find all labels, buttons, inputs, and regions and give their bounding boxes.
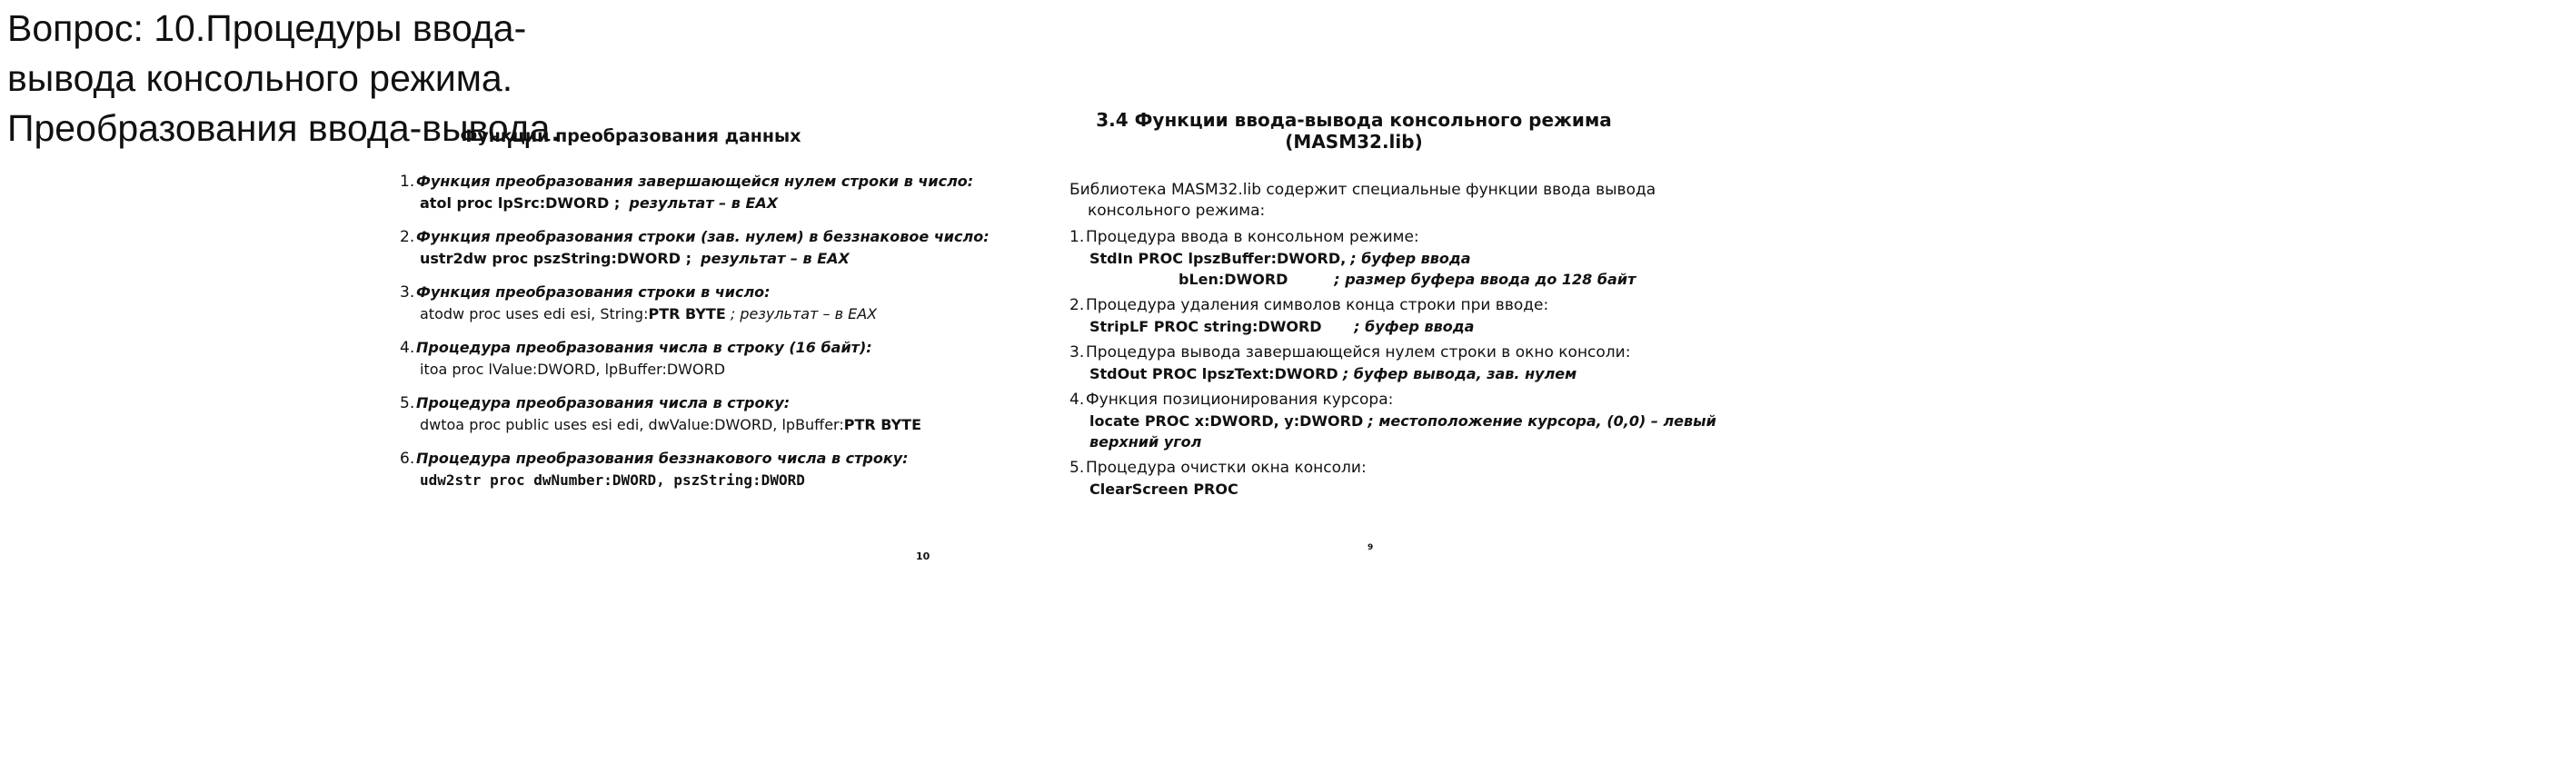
list-item — [1069, 390, 1724, 452]
slide-conversion-functions — [382, 125, 1018, 580]
code-comment: ; результат – в EAX — [730, 305, 878, 322]
code-type: PTR BYTE — [648, 305, 726, 322]
item-text: Процедура очистки окна консоли: — [1086, 459, 1367, 477]
item-number: 5. — [400, 394, 415, 412]
code-line: bLen:DWORD — [1179, 271, 1288, 288]
code-line: ustr2dw proc pszString:DWORD ; — [420, 250, 691, 267]
item-text: Процедура ввода в консольном режиме: — [1086, 228, 1419, 246]
code-line: atodw proc uses edi esi, String: — [420, 305, 649, 322]
code-comment: ; буфер ввода — [1350, 250, 1471, 267]
item-text: Процедура вывода завершающейся нулем строки в окно консоли: — [1086, 343, 1631, 362]
question-line: Преобразования ввода-вывода. — [7, 107, 561, 149]
code-type: PTR BYTE — [843, 416, 922, 433]
item-number: 1. — [1069, 228, 1085, 246]
list-item — [400, 282, 1018, 324]
code-comment: ; буфер вывода, зав. нулем — [1342, 365, 1577, 382]
page-number: 10 — [916, 550, 930, 562]
code-line: atol proc lpSrc:DWORD ; — [420, 194, 621, 212]
code-comment: ; местоположение курсора, (0,0) – левый — [1368, 412, 1716, 430]
list-item — [400, 171, 1018, 213]
page-number: 9 — [1368, 543, 1374, 552]
slide-title-line: 3.4 Функции ввода-вывода консольного режима — [1096, 109, 1612, 131]
list-item — [1069, 458, 1724, 500]
item-heading: Функция преобразования строки (зав. нулем) в беззнаковое число: — [416, 228, 990, 245]
intro-text: Библиотека MASM32.lib содержит специальные функции ввода вывода — [1069, 181, 1656, 199]
question-line: Вопрос: 10.Процедуры ввода- — [7, 7, 527, 49]
code-line: StripLF PROC string:DWORD — [1089, 318, 1322, 335]
item-number: 3. — [1069, 343, 1085, 362]
item-heading: Процедура преобразования беззнакового числа в строку: — [416, 450, 909, 467]
console-io-list — [1069, 180, 1724, 505]
slide-title-line: (MASM32.lib) — [1285, 131, 1423, 153]
item-heading: Функция преобразования завершающейся нулем строки в число: — [416, 173, 974, 190]
code-comment: ; буфер ввода — [1354, 318, 1475, 335]
item-number: 3. — [400, 283, 415, 302]
code-comment: верхний угол — [1089, 433, 1202, 451]
list-item — [1069, 227, 1724, 290]
list-item — [400, 226, 1018, 269]
code-line: udw2str proc dwNumber:DWORD, pszString:DWORD — [420, 471, 805, 489]
code-line: locate PROC x:DWORD, y:DWORD — [1089, 412, 1364, 430]
item-number: 6. — [400, 450, 415, 468]
code-line: dwtoa proc public uses esi edi, dwValue:DWORD, lpBuffer: — [420, 416, 844, 433]
item-number: 2. — [400, 228, 415, 246]
code-comment: результат – в EAX — [629, 194, 779, 212]
slide-console-io-functions — [1059, 109, 1722, 563]
list-item — [400, 337, 1018, 380]
question-line: вывода консольного режима. — [7, 57, 513, 99]
intro-text: консольного режима: — [1088, 202, 1266, 220]
list-item — [400, 448, 1018, 491]
code-comment: ; размер буфера ввода до 128 байт — [1334, 271, 1636, 288]
item-text: Функция позиционирования курсора: — [1086, 391, 1394, 409]
item-number: 4. — [1069, 391, 1085, 409]
item-heading: Процедура преобразования числа в строку (16 байт): — [416, 339, 872, 356]
intro-paragraph — [1069, 180, 1724, 222]
item-number: 2. — [1069, 296, 1085, 314]
item-heading: Функция преобразования строки в число: — [416, 283, 771, 301]
item-number: 5. — [1069, 459, 1085, 477]
slide-title: Функции преобразования данных — [460, 126, 801, 146]
item-text: Процедура удаления символов конца строки при вводе: — [1086, 296, 1549, 314]
code-line: StdIn PROC lpszBuffer:DWORD, — [1089, 250, 1347, 267]
code-line: StdOut PROC lpszText:DWORD — [1089, 365, 1338, 382]
conversion-list — [400, 171, 1018, 503]
item-number: 4. — [400, 339, 415, 357]
list-item — [1069, 342, 1724, 384]
code-line: ClearScreen PROC — [1089, 481, 1238, 498]
code-line: itoa proc lValue:DWORD, lpBuffer:DWORD — [420, 361, 726, 378]
item-heading: Процедура преобразования числа в строку: — [416, 394, 791, 411]
item-number: 1. — [400, 173, 415, 191]
code-comment: результат – в EAX — [701, 250, 850, 267]
slide-title — [1059, 109, 1649, 153]
list-item — [400, 392, 1018, 435]
list-item — [1069, 295, 1724, 337]
